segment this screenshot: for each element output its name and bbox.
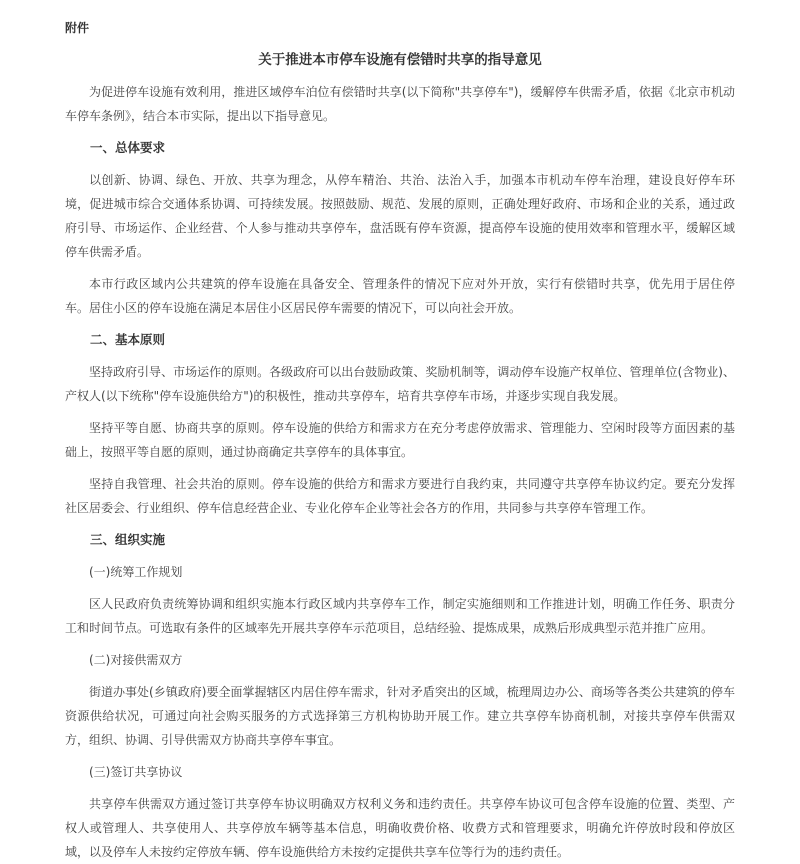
intro-paragraph: 为促进停车设施有效利用，推进区域停车泊位有偿错时共享(以下简称"共享停车")，缓解停车供需矛盾，依据《北京市机动车停车条例》，结合本市实际，提出以下指导意见。 (65, 85, 735, 123)
subsection1-paragraph: 区人民政府负责统筹协调和组织实施本行政区域内共享停车工作，制定实施细则和工作推进计划，明确工作任务、职责分工和时间节点。可选取有条件的区域率先开展共享停车示范项目，总结经验、提炼成果，成熟后形成典型示范并推广应用。 (65, 597, 735, 635)
subsection2-paragraph: 街道办事处(乡镇政府)要全面掌握辖区内居住停车需求，针对矛盾突出的区域，梳理周边办公、商场等各类公共建筑的停车资源供给状况，可通过向社会购买服务的方式选择第三方机构协助开展工作。建立共享停车协商机制，对接共享停车供需双方，组织、协调、引导供需双方协商共享停车事宜。 (65, 685, 735, 747)
section2-paragraph-1: 坚持政府引导、市场运作的原则。各级政府可以出台鼓励政策、奖励机制等，调动停车设施产权单位、管理单位(含物业)、产权人(以下统称"停车设施供给方")的积极性，推动共享停车，培育共享停车市场，并逐步实现自我发展。 (65, 365, 735, 403)
subsection-title-planning: (一)统筹工作规划 (89, 565, 183, 579)
subsection-title-matching-supply-demand: (二)对接供需双方 (89, 653, 183, 667)
attachment-label: 附件 (65, 21, 90, 35)
subsection3-paragraph: 共享停车供需双方通过签订共享停车协议明确双方权利义务和违约责任。共享停车协议可包含停车设施的位置、类型、产权人或管理人、共享使用人、共享停放车辆等基本信息，明确收费价格、收费方式和管理要求，明确允许停放时段和停放区域，以及停车人未按约定停放车辆、停车设施供给方未按约定提供共享车位等行为的违约责任。 (65, 797, 735, 859)
document-title: 关于推进本市停车设施有偿错时共享的指导意见 (258, 52, 542, 68)
section-heading-basic-principles: 二、基本原则 (90, 332, 166, 347)
section-heading-overall-requirements: 一、总体要求 (90, 140, 166, 155)
section1-paragraph-1: 以创新、协调、绿色、开放、共享为理念，从停车精治、共治、法治入手，加强本市机动车停车治理，建设良好停车环境，促进城市综合交通体系协调、可持续发展。按照鼓励、规范、发展的原则，正确处理好政府、市场和企业的关系，通过政府引导、市场运作、企业经营、个人参与推动共享停车，盘活既有停车资源，提高停车设施的使用效率和管理水平，缓解区域停车供需矛盾。 (65, 173, 735, 259)
section-heading-organization-implementation: 三、组织实施 (90, 532, 166, 547)
section1-paragraph-2: 本市行政区域内公共建筑的停车设施在具备安全、管理条件的情况下应对外开放，实行有偿错时共享，优先用于居住停车。居住小区的停车设施在满足本居住小区居民停车需要的情况下，可以向社会开放。 (65, 277, 735, 315)
section2-paragraph-2: 坚持平等自愿、协商共享的原则。停车设施的供给方和需求方在充分考虑停放需求、管理能力、空闲时段等方面因素的基础上，按照平等自愿的原则，通过协商确定共享停车的具体事宜。 (65, 421, 735, 459)
section2-paragraph-3: 坚持自我管理、社会共治的原则。停车设施的供给方和需求方要进行自我约束，共同遵守共享停车协议约定。要充分发挥社区居委会、行业组织、停车信息经营企业、专业化停车企业等社会各方的作用，共同参与共享停车管理工作。 (65, 477, 735, 515)
subsection-title-signing-agreement: (三)签订共享协议 (89, 765, 183, 779)
